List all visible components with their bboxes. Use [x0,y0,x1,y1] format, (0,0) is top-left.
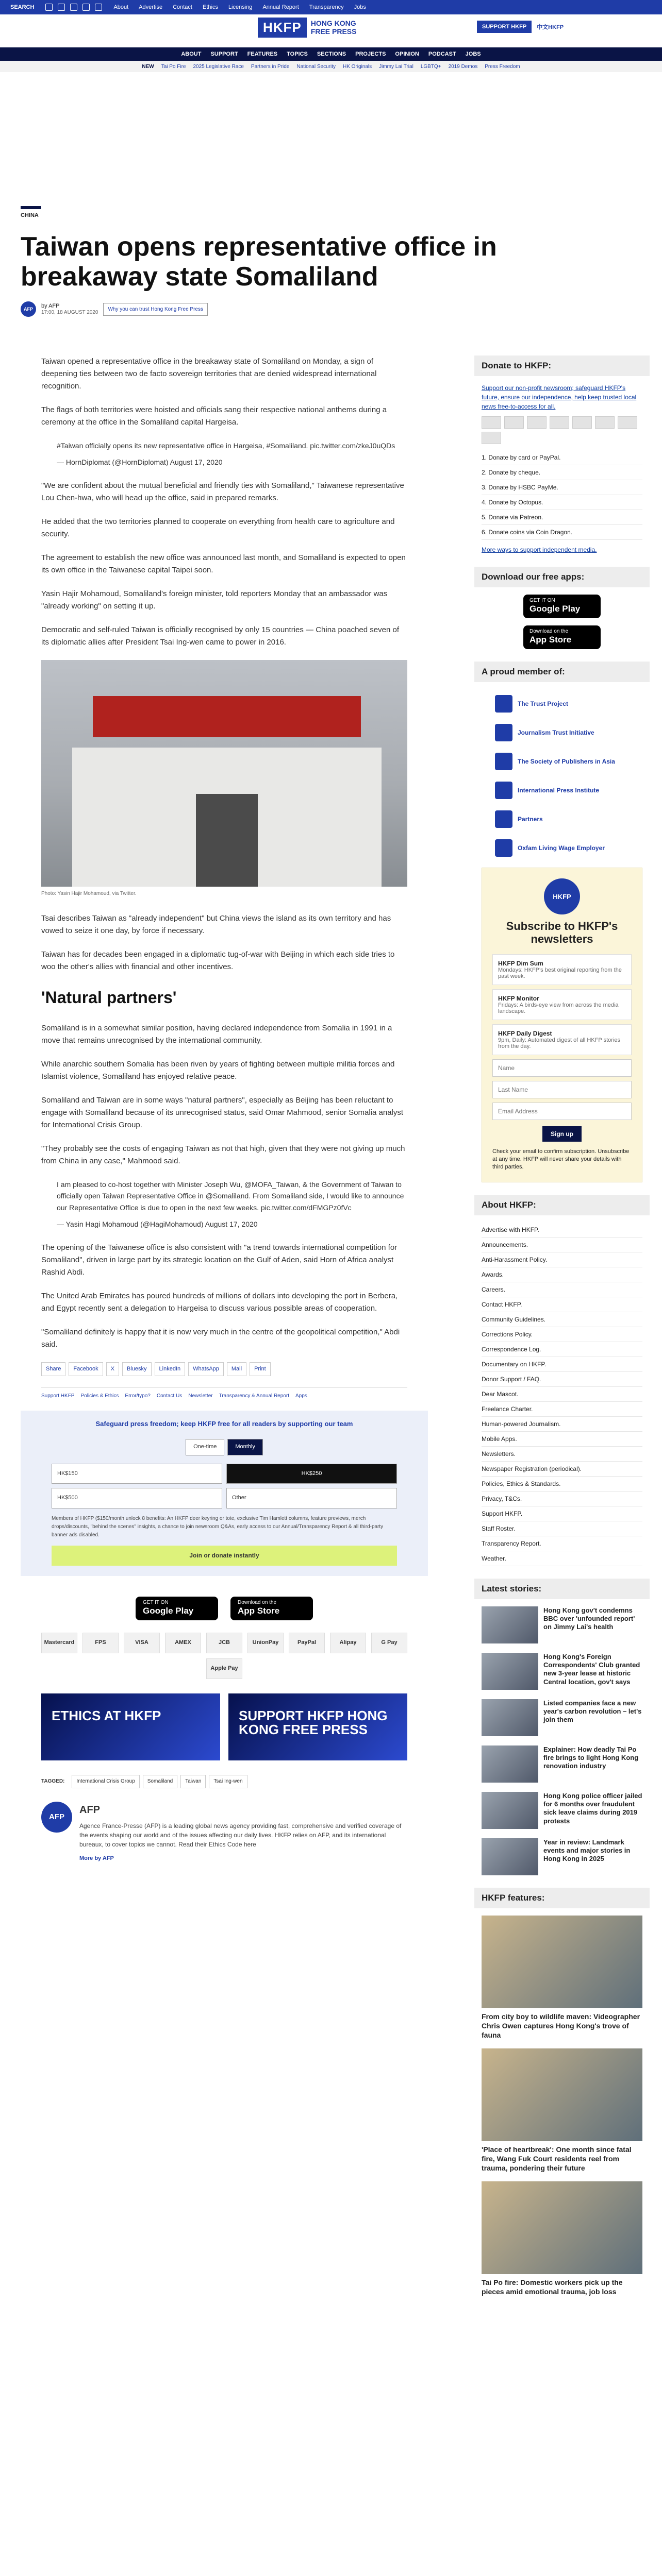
paragraph: Tsai describes Taiwan as "already independent" but China views the island as its own territory and has vowed to seize it one day, by force if necessary. [41,913,391,935]
donate-method[interactable]: 2. Donate by cheque. [482,465,642,480]
youtube-icon[interactable] [82,4,90,11]
main-nav [0,47,662,61]
page-title: Taiwan opens representative office in breakaway state Somaliland [21,232,497,292]
card-logo [595,416,615,429]
story-thumbnail [482,1699,538,1736]
sidebar-features-heading: HKFP features: [474,1888,650,1908]
article-body [41,355,407,1863]
sidebar-member-heading: A proud member of: [474,662,650,682]
tweet-text: I am pleased to co-host together with Minister Joseph Wu, @MOFA_Taiwan, & the Government of Taiwan to officially open Taiwan Representative Office in @Somaliland. From Somaliland side, I would like to announce our Representative Office is due to open in the next few weeks. pic.twitter.com/dFMGPz0fVc [57,1180,404,1212]
paragraph: Taiwan has for decades been engaged in a diplomatic tug-of-war with Beijing in which each side tries to woo the other's allies with financial and other incentives. [41,950,395,971]
story-title: Explainer: How deadly Tai Po fire brings to light Hong Kong renovation industry [543,1745,639,1770]
latest-story[interactable] [482,1838,642,1875]
author-box-name[interactable]: AFP [79,1804,100,1816]
share-linkedin-button[interactable]: LinkedIn [155,1362,186,1377]
newsletter-option[interactable] [492,1024,632,1055]
feature-image [482,1916,642,2008]
donate-button[interactable]: Join or donate instantly [52,1546,397,1566]
newsletter-option-name: HKFP Monitor [498,994,539,1002]
sidebar-latest-heading: Latest stories: [474,1579,650,1599]
paragraph: Democratic and self-ruled Taiwan is officially recognised by only 15 countries — China poached seven of its diplomatic allies after President Tsai Ing-wen came to power in 2016. [41,625,399,647]
badge-store-name: App Store [238,1605,280,1616]
sidebar-apps-heading: Download our free apps: [474,567,650,587]
trending-item[interactable]: National Security [296,63,336,70]
share-whatsapp-button[interactable]: WhatsApp [188,1362,224,1377]
about-link[interactable]: Dear Mascot. [482,1387,642,1402]
photo-door [196,794,258,887]
donation-frequency [52,1439,397,1455]
promo-banners [41,1693,407,1760]
author-box-info [79,1802,407,1863]
badge-small-text: GET IT ON [143,1599,169,1605]
member-logo[interactable] [474,805,650,834]
paragraph: The flags of both territories were hoisted and officials sang their respective national anthems during a ceremony at the office in the Somaliland capital Hargeisa. [41,405,387,427]
latest-stories [474,1606,650,1875]
about-link[interactable]: Newsletters. [482,1447,642,1462]
share-bluesky-button[interactable]: Bluesky [122,1362,152,1377]
card-logo [618,416,637,429]
tag[interactable]: International Crisis Group [72,1775,139,1788]
feature-title: From city boy to wildlife maven: Videographer Chris Owen captures Hong Kong's trove of fauna [482,2012,640,2039]
social-icons [45,4,102,11]
card-logo [482,432,501,444]
member-icon [495,724,512,741]
latest-story[interactable] [482,1792,642,1829]
policy-link[interactable]: Support HKFP [41,1393,75,1399]
share-bar [41,1362,407,1377]
member-icon [495,695,512,713]
paragraph: Somaliland and Taiwan are in some ways "natural partners", especially as Beijing has been reluctant to engage with Somaliland because of its unrecognised status, said Omar Mahmood, senior Somalia analyst for International Crisis Group. [41,1095,404,1129]
instagram-icon[interactable] [70,4,77,11]
donate-methods [482,450,642,540]
publish-date: 17:00, 18 AUGUST 2020 [41,310,98,315]
member-logo[interactable] [474,689,650,718]
section-heading: 'Natural partners' [41,988,177,1007]
last-name-field[interactable] [492,1081,632,1098]
trending-item[interactable]: Jimmy Lai Trial [379,63,413,70]
amount-option-selected[interactable]: HK$250 [226,1464,397,1484]
feature-image [482,2048,642,2141]
about-link[interactable]: Community Guidelines. [482,1312,642,1327]
trending-item[interactable]: Press Freedom [485,63,520,70]
payment-logo: VISA [124,1633,160,1653]
trending-item[interactable]: Partners in Pride [251,63,290,70]
byline [21,301,208,317]
donate-method[interactable]: 1. Donate by card or PayPal. [482,450,642,465]
badge-small-text: Download on the [529,629,569,634]
member-logo[interactable] [474,747,650,776]
sign-up-button[interactable]: Sign up [542,1126,582,1142]
newsletter-title: Subscribe to HKFP's newsletters [506,920,618,946]
card-logo [482,416,501,429]
badge-store-name: Google Play [143,1605,194,1616]
about-link[interactable]: Correspondence Log. [482,1342,642,1357]
support-hkfp-button[interactable]: SUPPORT HKFP [477,21,532,33]
member-name: Journalism Trust Initiative [518,729,594,736]
author-box [41,1802,407,1863]
newsletter-badge: HKFP [544,878,580,914]
print-button[interactable]: Print [250,1362,271,1377]
paragraph: Somaliland is in a somewhat similar position, having declared independence from Somalia in 1991 in a move that remains unrecognised by the international community. [41,1023,392,1045]
about-link[interactable]: Donor Support / FAQ. [482,1372,642,1387]
about-link[interactable]: Announcements. [482,1238,642,1252]
donate-method[interactable]: 5. Donate via Patreon. [482,510,642,525]
top-link-transparency[interactable]: Transparency [309,4,344,10]
paragraph: "We are confident about the mutual beneficial and friendly ties with Somaliland," Taiwanese representative Lou Chen-hwa, who will head up the office, said in prepared remarks. [41,481,404,502]
trending-new-label: NEW [142,63,154,70]
story-thumbnail [482,1606,538,1643]
payment-logo: PayPal [289,1633,325,1653]
category-label[interactable]: CHINA [21,212,39,218]
latest-story[interactable] [482,1653,642,1690]
story-thumbnail [482,1838,538,1875]
sidebar-donate [474,383,650,554]
photo-caption: Photo: Yasin Hajir Mohamoud, via Twitter. [41,890,137,896]
embedded-tweet [57,440,407,468]
story-title: Hong Kong's Foreign Correspondents' Club granted new 3-year lease at historic Central location, gov't says [543,1652,640,1686]
paragraph: "They probably see the costs of engaging Taiwan as not that high, given that they were not giving up much from China in any case," Mahmood said. [41,1144,405,1165]
payment-logo: JCB [206,1633,242,1653]
newsletter-option-desc: 9pm, Daily: Automated digest of all HKFP stories from the day. [498,1037,621,1049]
card-logos [482,416,642,444]
sidebar-about-heading: About HKFP: [474,1195,650,1215]
donation-amounts [52,1464,397,1509]
google-play-badge[interactable] [136,1597,218,1620]
member-logo[interactable] [474,834,650,862]
paragraph: The opening of the Taiwanese office is also consistent with "a trend towards international competition for Somaliland", driven in large part by its strategic location on the Gulf of Aden, said Horn of Africa analyst Rashid Abdi. [41,1243,398,1277]
author-avatar[interactable]: AFP [21,301,36,317]
more-by-author-link[interactable]: More by AFP [79,1855,114,1861]
member-logo[interactable] [474,718,650,747]
paragraph: He added that the two territories planned to cooperate on everything from health care to agriculture and security. [41,517,395,538]
about-link[interactable]: Awards. [482,1267,642,1282]
donate-method[interactable]: 6. Donate coins via Coin Dragon. [482,525,642,540]
top-link-annual-report[interactable]: Annual Report [262,4,299,10]
newsletter-signup [482,868,642,1182]
tag-list [41,1775,407,1788]
card-logo [572,416,592,429]
newsletter-option-desc: Fridays: A birds-eye view from across the media landscape. [498,1002,619,1014]
story-thumbnail [482,1745,538,1783]
facebook-icon[interactable] [58,4,65,11]
card-logo [504,416,524,429]
story-title: Year in review: Landmark events and major stories in Hong Kong in 2025 [543,1838,631,1863]
amount-option[interactable]: HK$500 [52,1488,222,1509]
story-title: Hong Kong gov't condemns BBC over 'unfounded report' on Jimmy Lai's health [543,1606,635,1631]
newsletter-option[interactable] [492,954,632,985]
story-thumbnail [482,1792,538,1829]
top-links [113,4,366,10]
about-link[interactable]: Privacy, T&Cs. [482,1492,642,1506]
nav-topics[interactable]: TOPICS [287,51,308,57]
logo-mark: HKFP [258,18,307,38]
about-link[interactable]: Transparency Report. [482,1536,642,1551]
category-rule [21,206,41,209]
about-link[interactable]: Staff Roster. [482,1521,642,1536]
nav-about[interactable]: ABOUT [181,51,202,57]
nav-features[interactable]: FEATURES [247,51,278,57]
paragraph: While anarchic southern Somalia has been riven by years of fighting between multiple militia forces and Islamist violence, Somaliland has enjoyed relative peace. [41,1059,395,1081]
share-mail-button[interactable]: Mail [227,1362,246,1377]
donation-note: Members of HKFP ($150/month unlock 8 benefits: An HKFP deer keyring or tote, exclusive Tim Hamlett columns, feature previews, merch drops/discounts, "behind the scenes" insights, a chance to join newsroom Q&As, early access to our Annual/Transparency Report & all third-party banner ads disabled. [52,1515,384,1538]
story-title: Hong Kong police officer jailed for 6 months over fraudulent sick leave claims during 2019 protests [543,1791,642,1825]
top-link-advertise[interactable]: Advertise [139,4,163,10]
paragraph: The United Arab Emirates has poured hundreds of millions of dollars into developing the port in Berbera, and Egypt recently sent a delegation to Hargeisa to discuss various possible areas of cooperation. [41,1291,398,1313]
payment-logo: Alipay [330,1633,366,1653]
about-link[interactable]: Corrections Policy. [482,1327,642,1342]
nav-sections[interactable]: SECTIONS [317,51,346,57]
newsletter-fine-print: Check your email to confirm subscription. Unsubscribe at any time. HKFP will never share your details with third parties. [492,1148,630,1171]
latest-story[interactable] [482,1745,642,1783]
nav-support[interactable]: SUPPORT [210,51,238,57]
nav-opinion[interactable]: OPINION [395,51,419,57]
nav-jobs[interactable]: JOBS [465,51,481,57]
trending-bar [0,61,662,72]
member-name: The Society of Publishers in Asia [518,758,615,765]
amount-other-input[interactable]: Other [226,1488,397,1509]
support-newsroom-link[interactable]: Support our non-profit newsroom; safeguard HKFP's future, ensure our independence, help keep trusted local news free-to-access for all. [482,384,637,410]
about-link[interactable]: Weather. [482,1551,642,1566]
sidebar-about [474,1223,650,1566]
top-bar [0,0,662,14]
payment-logo: Mastercard [41,1633,77,1653]
email-icon[interactable] [95,4,102,11]
sidebar [474,355,650,2305]
logo-line-2: FREE PRESS [310,27,357,36]
embedded-tweet [57,1179,407,1230]
newsletter-option-name: HKFP Daily Digest [498,1029,552,1037]
policy-link[interactable]: Error/typo? [125,1393,151,1399]
trust-link[interactable]: Why you can trust Hong Kong Free Press [103,303,208,316]
about-link[interactable]: Mobile Apps. [482,1432,642,1447]
tags-label: TAGGED: [41,1778,65,1784]
payment-logo: G Pay [371,1633,407,1653]
member-logo[interactable] [474,776,650,805]
article-photo [41,660,407,887]
ethics-banner[interactable]: ETHICS AT HKFP [41,1693,220,1760]
payment-logo: AMEX [165,1633,201,1653]
email-field[interactable] [492,1103,632,1120]
feature-title: Tai Po fire: Domestic workers pick up the pieces amid emotional trauma, job loss [482,2278,623,2296]
payment-logo: UnionPay [247,1633,284,1653]
member-icon [495,782,512,799]
monthly-tab[interactable]: Monthly [227,1439,263,1455]
member-icon [495,839,512,857]
feature-image [482,2181,642,2274]
badge-small-text: Download on the [238,1599,277,1605]
one-time-tab[interactable]: One-time [186,1439,224,1455]
tag[interactable]: Somaliland [143,1775,177,1788]
member-name: International Press Institute [518,787,600,794]
photo-sign [93,696,361,737]
tweet-signature: — HornDiplomat (@HornDiplomat) August 17, 2020 [57,458,223,467]
card-logo [527,416,547,429]
newsletter-option-name: HKFP Dim Sum [498,959,543,967]
top-link-ethics[interactable]: Ethics [202,4,218,10]
donate-method[interactable]: 3. Donate by HSBC PayMe. [482,480,642,495]
member-icon [495,753,512,770]
tag[interactable]: Taiwan [180,1775,206,1788]
trending-item[interactable]: 2019 Demos [448,63,478,70]
member-name: Oxfam Living Wage Employer [518,844,605,852]
tweet-signature: — Yasin Hagi Mohamoud (@HagiMohamoud) August 17, 2020 [57,1220,258,1229]
payment-logo: Apple Pay [206,1658,242,1679]
app-badges [41,1597,407,1620]
trending-item[interactable]: Tai Po Fire [161,63,186,70]
badge-store-name: Google Play [529,604,581,614]
about-link[interactable]: Human-powered Journalism. [482,1417,642,1432]
latest-story[interactable] [482,1606,642,1643]
app-store-badge[interactable] [230,1597,313,1620]
newsletter-option-desc: Mondays: HKFP's best original reporting from the past week. [498,967,622,979]
donation-box [21,1411,428,1576]
feature-story[interactable] [474,2048,650,2173]
member-icon [495,810,512,828]
feature-story[interactable] [474,1916,650,2040]
donate-method[interactable]: 4. Donate by Octopus. [482,495,642,510]
nav-podcast[interactable]: PODCAST [428,51,456,57]
member-name: Partners [518,816,543,823]
paragraph: Yasin Hajir Mohamoud, Somaliland's foreign minister, told reporters Monday that an ambassador was "already working" on setting it up. [41,589,388,611]
policy-link[interactable]: Contact Us [156,1393,183,1399]
newsletter-option[interactable] [492,989,632,1020]
author-link[interactable]: by AFP [41,303,60,309]
trending-item[interactable]: LGBTQ+ [420,63,441,70]
badge-store-name: App Store [529,635,572,645]
paragraph: Taiwan opened a representative office in the breakaway state of Somaliland on Monday, a sign of deepening ties between two de facto sovereign territories that are denied widespread international recognition. [41,357,377,391]
more-ways-link[interactable]: More ways to support independent media. [482,546,597,553]
top-link-licensing[interactable]: Licensing [228,4,253,10]
about-link[interactable]: Anti-Harassment Policy. [482,1252,642,1267]
policy-link[interactable]: Apps [295,1393,307,1399]
donation-title: Safeguard press freedom; keep HKFP free for all readers by supporting our team [95,1420,353,1428]
about-link[interactable]: Newspaper Registration (periodical). [482,1462,642,1477]
about-links [482,1223,642,1566]
header-actions [477,21,564,33]
about-link[interactable]: Support HKFP. [482,1506,642,1521]
badge-small-text: GET IT ON [529,598,555,603]
sidebar-donate-heading: Donate to HKFP: [474,355,650,376]
about-link[interactable]: Policies, Ethics & Standards. [482,1477,642,1492]
sidebar-app-store-badge[interactable] [523,625,601,649]
sidebar-google-play-badge[interactable] [523,595,601,618]
policy-link[interactable]: Policies & Ethics [80,1393,119,1399]
chinese-site-link[interactable]: 中文HKFP [537,24,564,30]
paragraph: The agreement to establish the new office was announced last month, and Somaliland is expected to open its own office in the Taiwanese capital Taipei soon. [41,553,406,574]
about-link[interactable]: Contact HKFP. [482,1297,642,1312]
tag[interactable]: Tsai Ing-wen [209,1775,247,1788]
author-box-bio: Agence France-Presse (AFP) is a leading global news agency providing fast, comprehensive and verified coverage of the events shaping our world and of the issues affecting our daily lives. HKFP relies on AFP, and its international bureaux, to cover topics we cannot. Read their Ethics Code here [79,1822,402,1848]
logo-line-1: HONG KONG [310,19,356,28]
feature-title: 'Place of heartbreak': One month since fatal fire, Wang Fuk Court residents reel from trauma, pondering their future [482,2145,632,2172]
share-facebook-button[interactable]: Facebook [69,1362,103,1377]
trending-item[interactable]: HK Originals [342,63,372,70]
payment-logo: FPS [82,1633,119,1653]
card-logo [550,416,569,429]
amount-option[interactable]: HK$150 [52,1464,222,1484]
trending-item[interactable]: 2025 Legislative Race [193,63,244,70]
feature-story[interactable] [474,2181,650,2297]
author-info [41,303,98,315]
latest-story[interactable] [482,1699,642,1736]
share-button[interactable]: Share [41,1362,65,1377]
policy-link[interactable]: Newsletter [188,1393,213,1399]
payment-methods [41,1633,407,1679]
x-icon[interactable] [45,4,53,11]
site-logo[interactable] [258,18,356,38]
nav-projects[interactable]: PROJECTS [355,51,386,57]
search-button[interactable]: SEARCH [10,4,35,10]
top-link-jobs[interactable]: Jobs [354,4,366,10]
story-title: Listed companies face a new year's carbon revolution – let's join them [543,1699,642,1724]
story-thumbnail [482,1653,538,1690]
about-link[interactable]: Careers. [482,1282,642,1297]
support-banner[interactable]: SUPPORT HKFP HONG KONG FREE PRESS [228,1693,407,1760]
member-name: The Trust Project [518,700,569,707]
about-link[interactable]: Documentary on HKFP. [482,1357,642,1372]
policy-link[interactable]: Transparency & Annual Report [219,1393,289,1399]
tweet-text: #Taiwan officially opens its new representative office in Hargeisa, #Somaliland. pic.twitter.com/zkeJ0uQDs [57,442,395,450]
name-field[interactable] [492,1059,632,1077]
logo-text [311,20,357,36]
policy-links [41,1387,407,1400]
top-link-contact[interactable]: Contact [173,4,192,10]
about-link[interactable]: Advertise with HKFP. [482,1223,642,1238]
share-x-button[interactable]: X [106,1362,119,1377]
about-link[interactable]: Freelance Charter. [482,1402,642,1417]
paragraph: "Somaliland definitely is happy that it is now very much in the centre of the geopolitical competition," Abdi said. [41,1327,400,1349]
author-box-avatar[interactable]: AFP [41,1802,72,1833]
top-link-about[interactable]: About [113,4,129,10]
